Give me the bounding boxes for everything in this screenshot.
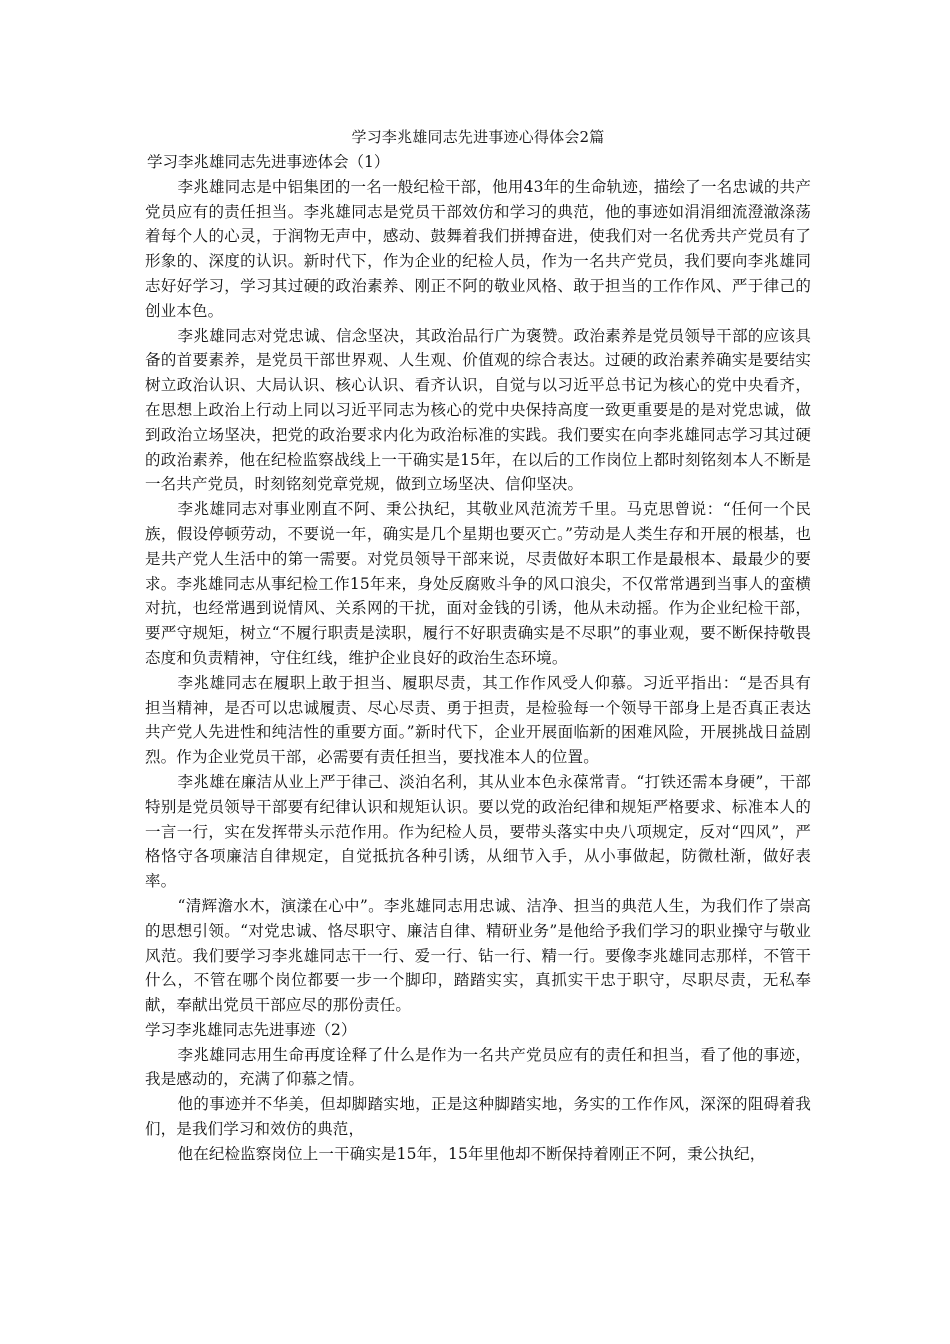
paragraph: 李兆雄同志对事业刚直不阿、秉公执纪，其敬业风范流芳千里。马克思曾说：“任何一个民族，假设停顿劳动，不要说一年，确实是几个星期也要灭亡。”劳动是人类生存和开展的根基，也是共产党人生活中的第一需要。对党员领导干部来说，尽责做好本职工作是最根本、最最少的要求。李兆雄同志从事纪检工作15年来，身处反腐败斗争的风口浪尖，不仅常常遇到当事人的蛮横对抗，也经常遇到说情风、关系网的干扰，面对金钱的引诱，他从未动摇。作为企业纪检干部，要严守规矩，树立“不履行职责是渎职，履行不好职责确实是不尽职”的事业观，要不断保持敬畏态度和负责精神，守住红线，维护企业良好的政治生态环境。	[145, 500, 811, 667]
section-1	[145, 150, 811, 1018]
section-heading: 学习李兆雄同志先进事迹体会（1）	[147, 153, 390, 171]
paragraph: 李兆雄同志用生命再度诠释了什么是作为一名共产党员应有的责任和担当，看了他的事迹，我是感动的，充满了仰慕之情。	[145, 1045, 811, 1089]
paragraph: 李兆雄在廉洁从业上严于律己、淡泊名利，其从业本色永葆常青。“打铁还需本身硬”，干部特别是党员领导干部要有纪律认识和规矩认识。要以党的政治纪律和规矩严格要求、标准本人的一言一行，实在发挥带头示范作用。作为纪检人员，要带头落实中央八项规定，反对“四风”，严格恪守各项廉洁自律规定，自觉抵抗各种引诱，从细节入手，从小事做起，防微杜渐，做好表率。	[145, 772, 811, 891]
paragraph: “清辉澹水木，演漾在心中”。李兆雄同志用忠诚、洁净、担当的典范人生，为我们作了崇高的思想引领。“对党忠诚、恪尽职守、廉洁自律、精研业务”是他给予我们学习的职业操守与敬业风范。我们要学习李兆雄同志干一行、爱一行、钻一行、精一行。要像李兆雄同志那样，不管干什么，不管在哪个岗位都要一步一个脚印，踏踏实实，真抓实干忠于职守，尽职尽责，无私奉献，奉献出党员干部应尽的那份责任。	[145, 896, 811, 1015]
document-title: 学习李兆雄同志先进事迹心得体会2篇	[351, 128, 605, 146]
paragraph: 李兆雄同志在履职上敢于担当、履职尽责，其工作作风受人仰慕。习近平指出：“是否具有担当精神，是否可以忠诚履责、尽心尽责、勇于担责，是检验每一个领导干部身上是否真正表达共产党人先进性和纯洁性的重要方面。”新时代下，企业开展面临新的困难风险，开展挑战日益剧烈。作为企业党员干部，必需要有责任担当，要找准本人的位置。	[145, 673, 811, 767]
paragraph: 他在纪检监察岗位上一干确实是15年，15年里他却不断保持着刚正不阿，秉公执纪，	[177, 1144, 766, 1163]
paragraph: 李兆雄同志是中铝集团的一名一般纪检干部，他用43年的生命轨迹，描绘了一名忠诚的共产党员应有的责任担当。李兆雄同志是党员干部效仿和学习的典范，他的事迹如涓涓细流澄澈涤荡着每个人的心灵，于润物无声中，感动、鼓舞着我们拼搏奋进，使我们对一名优秀共产党员有了形象的、深度的认识。新时代下，作为企业的纪检人员，作为一名共产党员，我们要向李兆雄同志好好学习，学习其过硬的政治素养、刚正不阿的敬业风格、敢于担当的工作作风、严于律己的创业本色。	[145, 177, 811, 320]
paragraph: 李兆雄同志对党忠诚、信念坚决，其政治品行广为褒赞。政治素养是党员领导干部的应该具备的首要素养，是党员干部世界观、人生观、价值观的综合表达。过硬的政治素养确实是要结实树立政治认识、大局认识、核心认识、看齐认识，自觉与以习近平总书记为核心的党中央看齐，在思想上政治上行动上同以习近平同志为核心的党中央保持高度一致更重要是的是对党忠诚，做到政治立场坚决，把党的政治要求内化为政治标准的实践。我们要实在向李兆雄同志学习其过硬的政治素养，他在纪检监察战线上一干确实是15年，在以后的工作岗位上都时刻铭刻本人不断是一名共产党员，时刻铭刻党章党规，做到立场坚决、信仰坚决。	[145, 326, 811, 494]
section-heading: 学习李兆雄同志先进事迹（2）	[145, 1020, 357, 1039]
document-page	[145, 126, 811, 1167]
paragraph: 他的事迹并不华美，但却脚踏实地，正是这种脚踏实地，务实的工作作风，深深的阻碍着我们，是我们学习和效仿的典范，	[145, 1095, 811, 1139]
section-2	[145, 1018, 811, 1167]
